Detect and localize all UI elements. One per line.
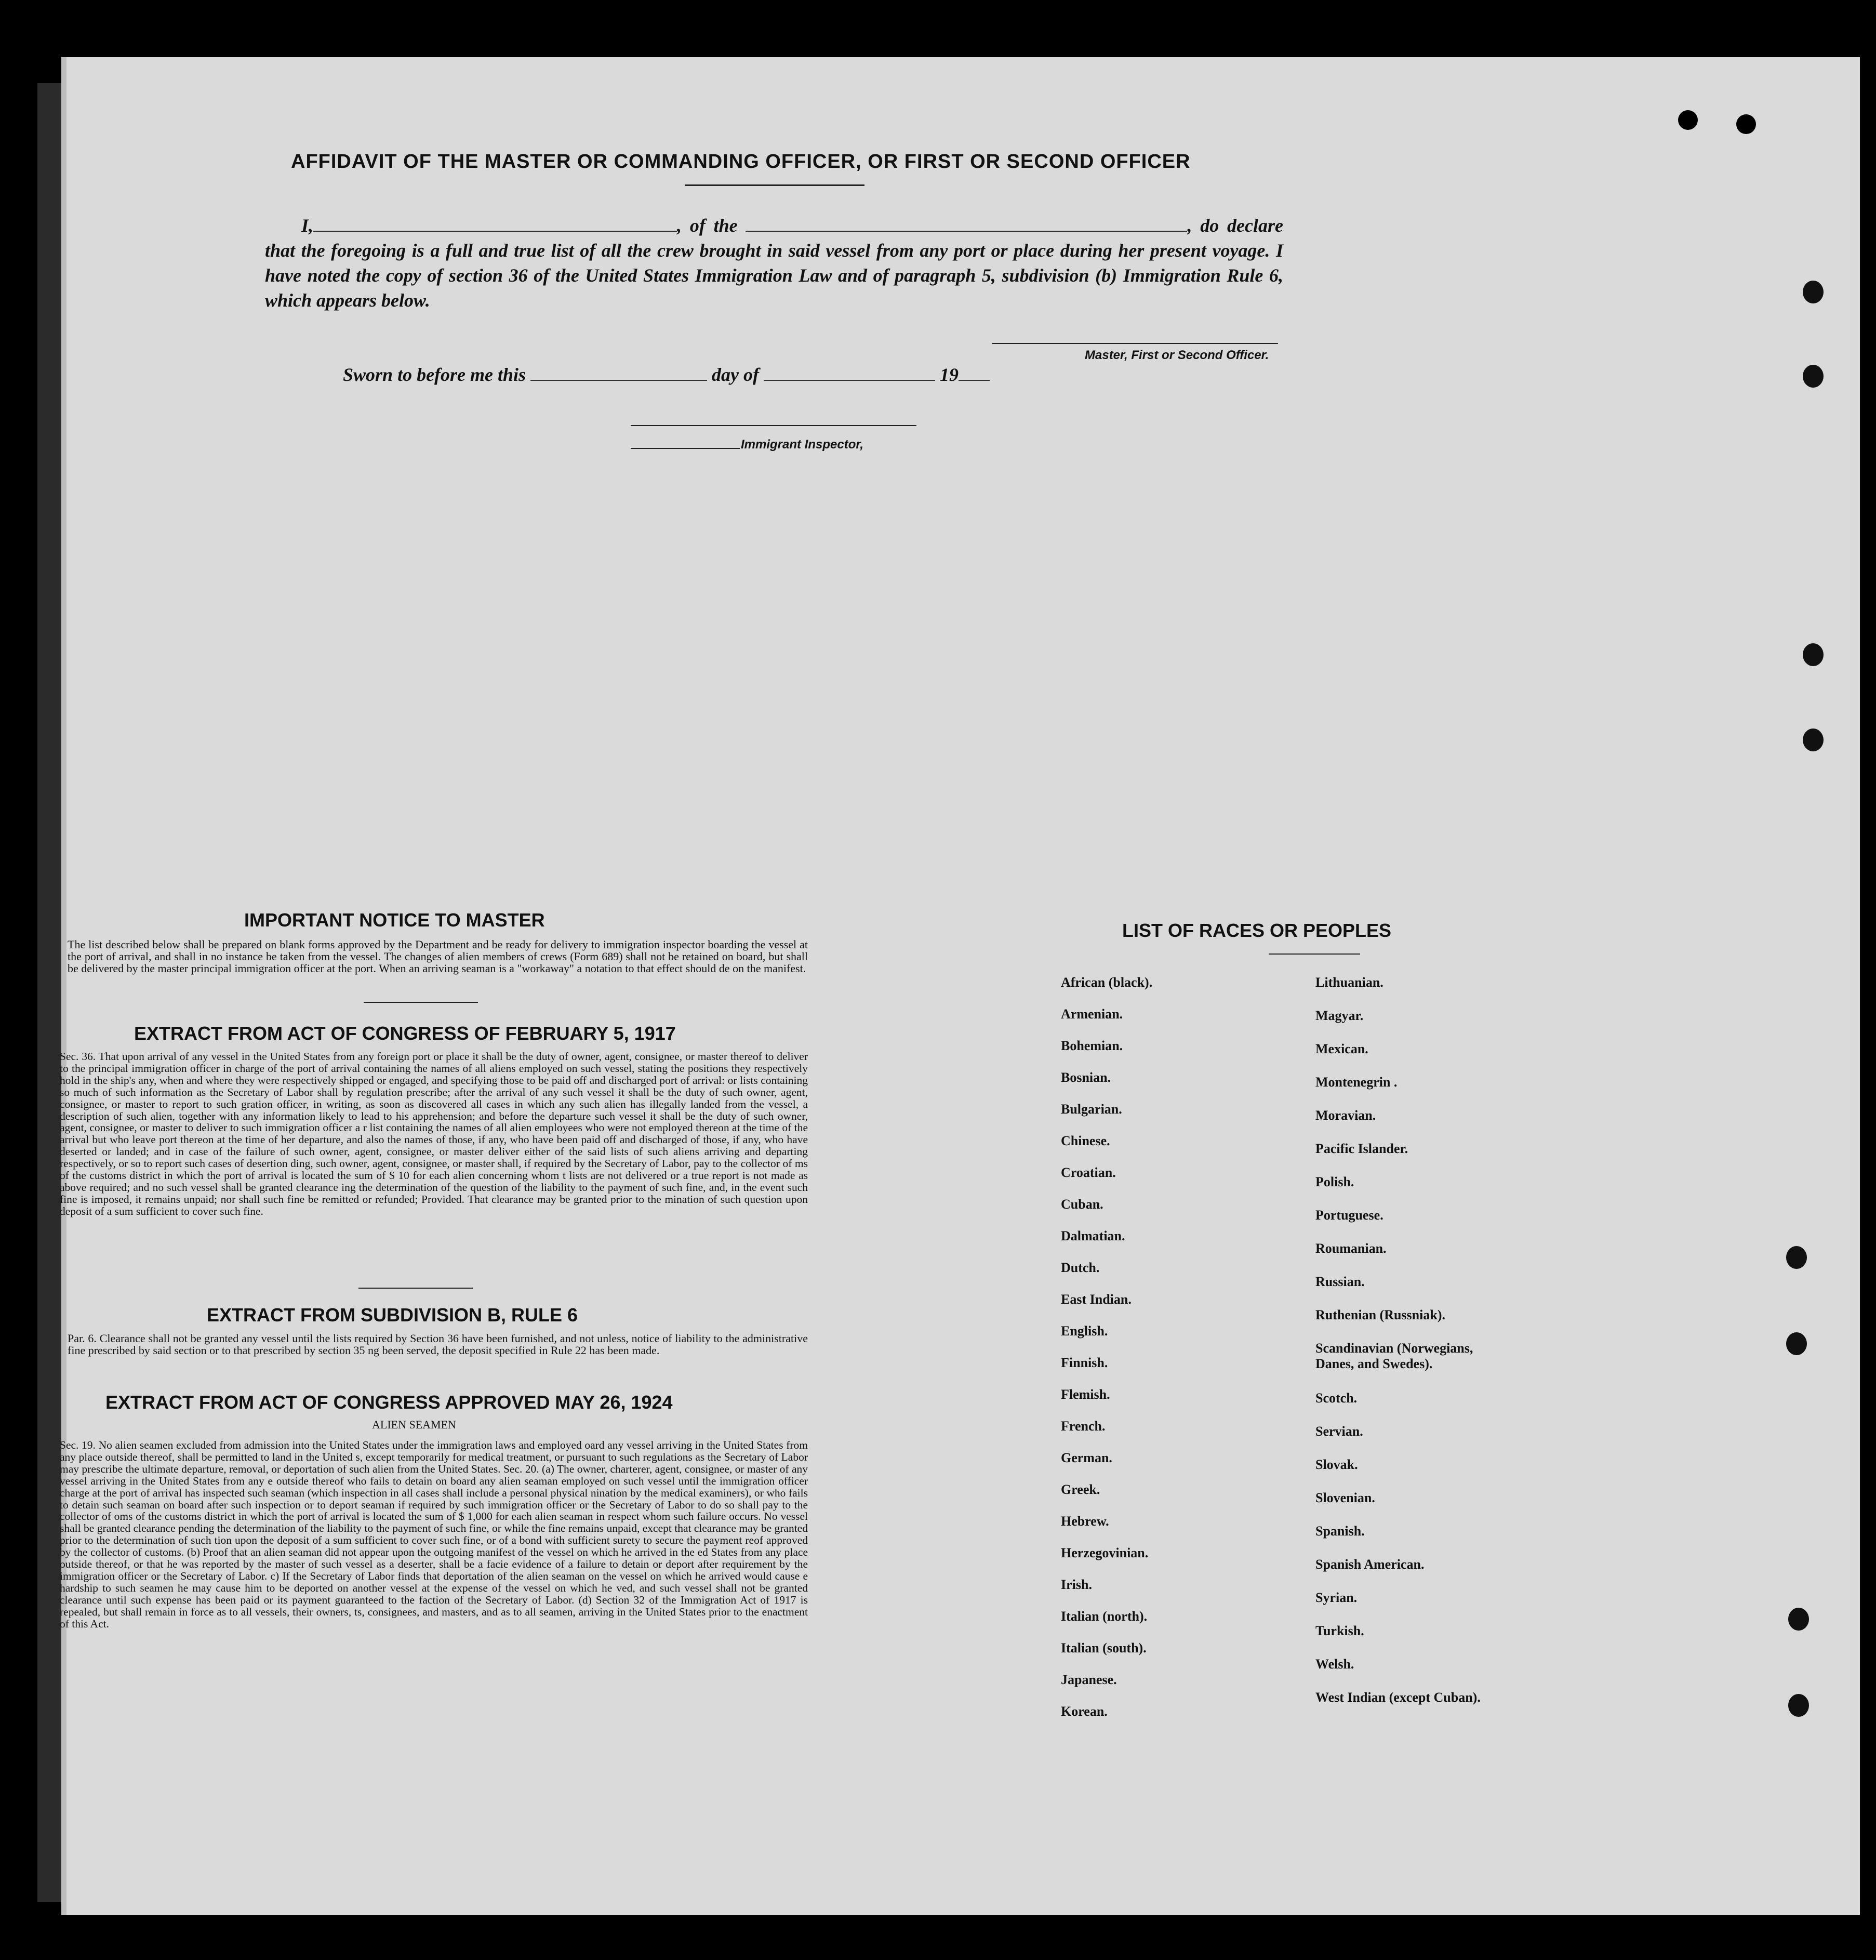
of-the-label: , of the — [677, 215, 738, 236]
affidavit-paragraph — [265, 213, 1283, 313]
notice-text: The list described below shall be prepared on blank forms approved by the Department and be ready for delivery to immigration inspector boarding the vessel at the port of arrival, and shall in no instance be taken from the vessel. The changes of alien members of crews (Form 689) shall not be retained on board, but shall be delivered by the master principal immigration officer at the port. When an arriving seaman is a "workaway" a notation to that effect should de on the manifest. — [68, 938, 808, 975]
race-item: Ruthenian (Russniak). — [1315, 1307, 1445, 1322]
race-item: Hebrew. — [1061, 1514, 1109, 1529]
binder-hole — [1788, 1694, 1809, 1717]
affidavit-body: that the foregoing is a full and true list of all the crew brought in said vessel from any port or place during her present voyage. I have noted the copy of section 36 of the United States Immigration Law and of paragraph 5, subdivision (b) Immigration Rule 6, which appears below. — [265, 240, 1283, 311]
sworn-line — [343, 364, 990, 386]
binder-hole — [1786, 1332, 1807, 1355]
sworn-label: Sworn to before me this — [343, 364, 526, 385]
subdivision-b-text: Par. 6. Clearance shall not be granted any vessel until the lists required by Section 36 have been furnished, and not unless, notice of liability to the administrative fine prescribed by said section or to that prescribed by section 35 ng been served, the deposit specified in Rule 22 has been made. — [68, 1332, 808, 1357]
race-item: Polish. — [1315, 1174, 1354, 1189]
binder-hole — [1803, 643, 1824, 666]
race-item: Servian. — [1315, 1424, 1363, 1439]
title-divider — [685, 184, 864, 186]
race-item: Magyar. — [1315, 1008, 1364, 1023]
master-signature-label: Master, First or Second Officer. — [1085, 348, 1269, 362]
race-item: Dalmatian. — [1061, 1228, 1125, 1243]
race-item: Bohemian. — [1061, 1038, 1123, 1053]
race-item: Finnish. — [1061, 1355, 1108, 1370]
extract-1924-title: EXTRACT FROM ACT OF CONGRESS APPROVED MAY 26, 1924 — [105, 1392, 673, 1413]
race-item: Korean. — [1061, 1704, 1108, 1719]
sworn-month-blank — [764, 365, 935, 381]
race-item: Bosnian. — [1061, 1070, 1111, 1085]
inspector-line-upper — [631, 425, 916, 426]
race-item: English. — [1061, 1323, 1108, 1339]
race-item: Croatian. — [1061, 1165, 1116, 1180]
race-item: Herzegovinian. — [1061, 1545, 1149, 1560]
race-item: African (black). — [1061, 975, 1153, 990]
notice-title: IMPORTANT NOTICE TO MASTER — [244, 909, 545, 931]
race-item: Montenegrin . — [1315, 1075, 1398, 1090]
document-page — [61, 57, 1860, 1915]
name-blank — [313, 216, 677, 232]
punch-dot — [1678, 110, 1698, 130]
extract-1917-title: EXTRACT FROM ACT OF CONGRESS OF FEBRUARY 5, 1917 — [134, 1023, 676, 1044]
affidavit-title: AFFIDAVIT OF THE MASTER OR COMMANDING OFFICER, OR FIRST OR SECOND OFFICER — [291, 151, 1191, 173]
subdivision-b-title: EXTRACT FROM SUBDIVISION B, RULE 6 — [207, 1304, 578, 1326]
race-item: Irish. — [1061, 1577, 1092, 1592]
binder-hole — [1803, 281, 1824, 303]
race-item: West Indian (except Cuban). — [1315, 1690, 1481, 1705]
binder-hole — [1786, 1246, 1807, 1269]
race-item: Italian (north). — [1061, 1609, 1148, 1624]
sworn-day-blank — [530, 365, 707, 381]
binding-strip — [37, 83, 61, 1902]
race-item: Spanish. — [1315, 1524, 1365, 1539]
race-item: Armenian. — [1061, 1007, 1123, 1022]
notice-divider — [364, 1002, 478, 1003]
signature-line — [992, 343, 1278, 344]
race-item: Japanese. — [1061, 1672, 1117, 1687]
race-item: Welsh. — [1315, 1657, 1354, 1672]
race-item: Spanish American. — [1315, 1557, 1425, 1572]
race-item: Chinese. — [1061, 1133, 1110, 1148]
race-item: Portuguese. — [1315, 1208, 1383, 1223]
race-item: Russian. — [1315, 1274, 1365, 1289]
race-item: Mexican. — [1315, 1041, 1368, 1056]
extract-1924-text: Sec. 19. No alien seamen excluded from admission into the United States under the immigration laws and employed oard any vessel arriving in the United States from any place outside thereof, shall be permitted to land in the United s, except temporarily for medical treatment, or pursuant to such regulations as the Secretary of Labor may prescribe the ultimate departure, removal, or deportation of such alien from the United States. Sec. 20. (a) The owner, charterer, agent, consignee, or master of any vessel arriving in the United States from any e outside thereof who fails to detain on board any alien seaman employed on such vessel until the immigration officer charge at the port of arrival has inspected such seaman (which inspection in all cases shall include a personal physical nination by the medical examiners), or who fails to detain such seaman on board after such inspection or to deport seaman if required by such immigration officer or the Secretary of Labor to do so shall pay to the collector of oms of the customs district in which the port of arrival is located the sum of $ 1,000 for each alien seaman in respect whom such failure occurs. No vessel shall be granted clearance pending the determination of the liability to the payment of such fine, or while the fine remains unpaid, except that clearance may be granted prior to the determination of such tion upon the deposit of a sum sufficient to cover such fine, or of a bond with sufficient surety to secure the payment reof approved by the collector of customs. (b) Proof that an alien seaman did not appear upon the outgoing manifest of the vessel on which he arrived in the ed States from any place outside thereof, or that he was reported by the master of such vessel as a deserter, shall be a facie evidence of a failure to detain or deport after requirement by the immigration officer or the Secretary of Labor. c) If the Secretary of Labor finds that deportation of the alien seaman on the vessel on which he arrived would cause e hardship to such seamen he may cause him to be deported on another vessel at the expense of the vessel on which he ved, and such vessel shall not be granted clearance until such expense has been paid or its payment guaranteed to the faction of the Secretary of Labor. (d) Section 32 of the Immigration Act of 1917 is repealed, but shall remain in force as to all vessels, their owners, ts, consignees, and masters, and as to all seamen, arriving in the United States prior to the enactment of this Act. — [60, 1439, 808, 1630]
race-item: Slovak. — [1315, 1457, 1358, 1472]
extract-1917-text: Sec. 36. That upon arrival of any vessel in the United States from any foreign port or place it shall be the duty of owner, agent, consignee, or master thereof to deliver to the principal immigration officer in charge of the port of arrival containing the names of all aliens employed on such vessel, stating the positions they respectively hold in the ship's any, when and where they were respectively shipped or engaged, and specifying those to be paid off and discharged port of arrival: or lists containing so much of such information as the Secretary of Labor shall by regulation prescribe; after the arrival of any such vessel it shall be the duty of such owner, agent, consignee, or master to report to such gration officer, in writing, as soon as discovered all cases in which any such alien has illegally landed from the vessel, a description of such alien, together with any information likely to lead to his apprehension; and before the departure such vessel it shall be the duty of such owner, agent, consignee, or master to deliver to such immigration officer a r list containing the names of all alien employees who were not employed thereon at the time of the arrival but who leave port thereon at the time of her departure, and also the names of those, if any, who have been paid off and discharged of those, if any, who have deserted or landed; and in case of the failure of such owner, agent, consignee, or master deliver either of the said lists of such aliens arriving and departing respectively, or so to report such cases of desertion ding, such owner, agent, consignee, or master shall, if required by the Secretary of Labor, pay to the collector of ms of the customs district in which the port of arrival is located the sum of $ 10 for each alien concerning whom t lists are not delivered or a true report is not made as above required; and no such vessel shall be granted clearance ing the determination of the question of the liability to the payment of such fine, and, in the event such fine is imposed, it remains unpaid; nor shall such fine be remitted or refunded; Provided. That clearance may be granted prior to the mination of such question upon deposit of a sum sufficient to cover such fine. — [60, 1050, 808, 1217]
binder-hole — [1803, 729, 1824, 751]
race-item: Lithuanian. — [1315, 975, 1383, 990]
extract-1924-subtitle: ALIEN SEAMEN — [372, 1418, 456, 1431]
race-item: Pacific Islander. — [1315, 1141, 1408, 1156]
race-item: French. — [1061, 1419, 1106, 1434]
year-label: 19 — [940, 364, 959, 385]
binder-hole — [1788, 1608, 1809, 1631]
punch-dot — [1736, 114, 1756, 134]
day-of-label: day of — [712, 364, 760, 385]
binder-hole — [1803, 365, 1824, 388]
race-item: Scandinavian (Norwegians, Danes, and Swedes). — [1315, 1341, 1473, 1371]
race-item: Scotch. — [1315, 1390, 1358, 1406]
vessel-blank — [746, 216, 1187, 232]
do-declare-label: , do declare — [1187, 215, 1283, 236]
race-item: Italian (south). — [1061, 1640, 1147, 1656]
race-item: Moravian. — [1315, 1108, 1376, 1123]
race-item: Flemish. — [1061, 1387, 1110, 1402]
race-item: Dutch. — [1061, 1260, 1100, 1275]
i-label: I, — [301, 215, 314, 236]
race-item: Cuban. — [1061, 1197, 1103, 1212]
inspector-label: Immigrant Inspector, — [741, 438, 864, 452]
race-item: Greek. — [1061, 1482, 1100, 1497]
races-divider — [1269, 953, 1360, 955]
race-item: Roumanian. — [1315, 1241, 1387, 1256]
inspector-line — [631, 448, 740, 449]
sworn-year-blank — [959, 365, 990, 381]
extract-1917-divider — [358, 1288, 473, 1289]
race-item: Bulgarian. — [1061, 1102, 1122, 1117]
race-item: East Indian. — [1061, 1292, 1132, 1307]
races-title: LIST OF RACES OR PEOPLES — [1122, 920, 1392, 941]
race-item: Turkish. — [1315, 1623, 1364, 1638]
race-item: Slovenian. — [1315, 1490, 1375, 1505]
race-item: German. — [1061, 1450, 1112, 1465]
race-item: Syrian. — [1315, 1590, 1358, 1605]
